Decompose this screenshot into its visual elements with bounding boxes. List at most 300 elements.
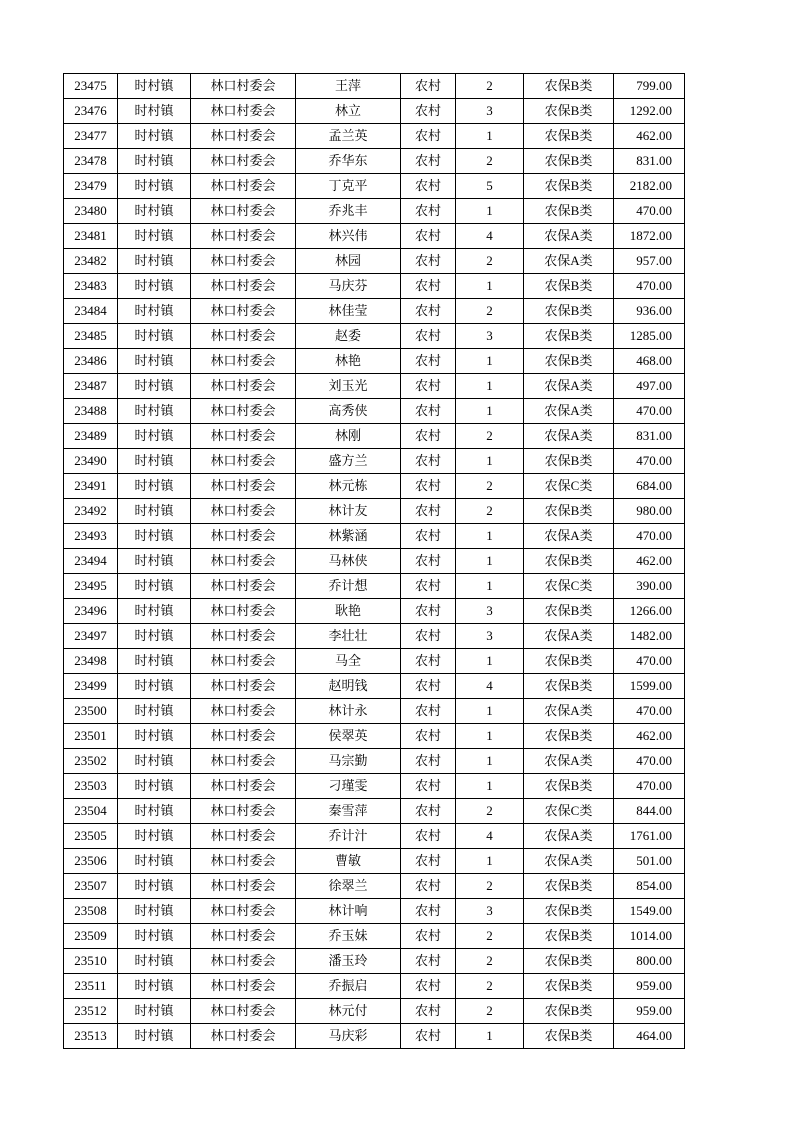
cell-town: 时村镇 [118,574,191,599]
table-row [64,924,685,949]
cell-count: 1 [456,549,524,574]
cell-area-type: 农村 [401,299,456,324]
cell-area-type: 农村 [401,974,456,999]
cell-category: 农保B类 [524,899,614,924]
cell-name: 刘玉光 [296,374,401,399]
cell-village: 林口村委会 [191,249,296,274]
cell-index: 23512 [64,999,118,1024]
cell-index: 23488 [64,399,118,424]
cell-count: 3 [456,599,524,624]
cell-index: 23479 [64,174,118,199]
cell-category: 农保B类 [524,349,614,374]
cell-category: 农保B类 [524,924,614,949]
cell-village: 林口村委会 [191,1024,296,1049]
cell-amount: 1285.00 [614,324,685,349]
cell-town: 时村镇 [118,499,191,524]
table-row [64,849,685,874]
cell-count: 1 [456,699,524,724]
cell-village: 林口村委会 [191,624,296,649]
cell-amount: 1266.00 [614,599,685,624]
cell-count: 1 [456,649,524,674]
cell-village: 林口村委会 [191,924,296,949]
cell-category: 农保B类 [524,724,614,749]
cell-area-type: 农村 [401,649,456,674]
cell-village: 林口村委会 [191,874,296,899]
cell-index: 23510 [64,949,118,974]
table-row [64,299,685,324]
cell-index: 23508 [64,899,118,924]
cell-village: 林口村委会 [191,799,296,824]
cell-name: 林元付 [296,999,401,1024]
cell-amount: 470.00 [614,749,685,774]
cell-village: 林口村委会 [191,199,296,224]
cell-town: 时村镇 [118,199,191,224]
cell-amount: 831.00 [614,424,685,449]
cell-village: 林口村委会 [191,749,296,774]
cell-category: 农保A类 [524,399,614,424]
cell-amount: 2182.00 [614,174,685,199]
cell-count: 3 [456,99,524,124]
cell-category: 农保A类 [524,524,614,549]
cell-town: 时村镇 [118,649,191,674]
cell-count: 1 [456,524,524,549]
cell-name: 徐翠兰 [296,874,401,899]
cell-amount: 462.00 [614,124,685,149]
cell-category: 农保B类 [524,949,614,974]
cell-area-type: 农村 [401,424,456,449]
table-row [64,374,685,399]
cell-amount: 462.00 [614,549,685,574]
cell-area-type: 农村 [401,174,456,199]
table-row [64,999,685,1024]
cell-category: 农保B类 [524,124,614,149]
cell-area-type: 农村 [401,874,456,899]
cell-village: 林口村委会 [191,774,296,799]
cell-name: 刁瑾雯 [296,774,401,799]
cell-count: 1 [456,1024,524,1049]
cell-name: 林兴伟 [296,224,401,249]
cell-amount: 501.00 [614,849,685,874]
cell-town: 时村镇 [118,1024,191,1049]
cell-index: 23487 [64,374,118,399]
cell-category: 农保A类 [524,224,614,249]
cell-village: 林口村委会 [191,74,296,99]
cell-town: 时村镇 [118,949,191,974]
cell-village: 林口村委会 [191,99,296,124]
cell-amount: 1014.00 [614,924,685,949]
cell-amount: 470.00 [614,524,685,549]
cell-count: 2 [456,299,524,324]
cell-category: 农保A类 [524,824,614,849]
cell-count: 1 [456,124,524,149]
cell-category: 农保B类 [524,649,614,674]
cell-count: 2 [456,949,524,974]
cell-amount: 1292.00 [614,99,685,124]
cell-area-type: 农村 [401,1024,456,1049]
cell-area-type: 农村 [401,199,456,224]
cell-index: 23492 [64,499,118,524]
cell-town: 时村镇 [118,974,191,999]
cell-area-type: 农村 [401,549,456,574]
cell-town: 时村镇 [118,149,191,174]
cell-count: 2 [456,249,524,274]
cell-name: 赵明钱 [296,674,401,699]
cell-village: 林口村委会 [191,274,296,299]
cell-village: 林口村委会 [191,149,296,174]
cell-name: 林计永 [296,699,401,724]
cell-name: 潘玉玲 [296,949,401,974]
cell-index: 23494 [64,549,118,574]
records-table [63,73,685,1049]
cell-town: 时村镇 [118,174,191,199]
cell-area-type: 农村 [401,999,456,1024]
cell-index: 23497 [64,624,118,649]
cell-area-type: 农村 [401,924,456,949]
cell-town: 时村镇 [118,549,191,574]
table-row [64,1024,685,1049]
cell-town: 时村镇 [118,224,191,249]
cell-count: 2 [456,974,524,999]
cell-area-type: 农村 [401,949,456,974]
cell-count: 2 [456,74,524,99]
cell-category: 农保B类 [524,199,614,224]
cell-amount: 470.00 [614,449,685,474]
cell-name: 林佳莹 [296,299,401,324]
cell-area-type: 农村 [401,399,456,424]
cell-town: 时村镇 [118,749,191,774]
table-row [64,649,685,674]
cell-name: 乔振启 [296,974,401,999]
cell-count: 1 [456,849,524,874]
cell-index: 23475 [64,74,118,99]
cell-name: 王萍 [296,74,401,99]
cell-category: 农保B类 [524,449,614,474]
cell-count: 4 [456,224,524,249]
cell-amount: 470.00 [614,274,685,299]
cell-amount: 470.00 [614,774,685,799]
cell-area-type: 农村 [401,374,456,399]
cell-index: 23501 [64,724,118,749]
cell-village: 林口村委会 [191,324,296,349]
cell-town: 时村镇 [118,924,191,949]
cell-name: 耿艳 [296,599,401,624]
cell-index: 23502 [64,749,118,774]
table-row [64,524,685,549]
cell-name: 乔计汁 [296,824,401,849]
cell-count: 2 [456,474,524,499]
cell-name: 林园 [296,249,401,274]
cell-name: 孟兰英 [296,124,401,149]
table-row [64,474,685,499]
cell-town: 时村镇 [118,774,191,799]
cell-amount: 854.00 [614,874,685,899]
cell-area-type: 农村 [401,524,456,549]
cell-name: 李壮壮 [296,624,401,649]
cell-index: 23481 [64,224,118,249]
records-table-container [63,73,684,1049]
cell-village: 林口村委会 [191,549,296,574]
cell-town: 时村镇 [118,399,191,424]
cell-category: 农保B类 [524,874,614,899]
table-row [64,599,685,624]
cell-village: 林口村委会 [191,399,296,424]
cell-category: 农保B类 [524,974,614,999]
cell-count: 1 [456,349,524,374]
cell-count: 1 [456,449,524,474]
cell-name: 丁克平 [296,174,401,199]
cell-amount: 464.00 [614,1024,685,1049]
cell-count: 4 [456,674,524,699]
cell-count: 2 [456,924,524,949]
cell-village: 林口村委会 [191,599,296,624]
cell-village: 林口村委会 [191,899,296,924]
cell-index: 23490 [64,449,118,474]
cell-amount: 1482.00 [614,624,685,649]
cell-category: 农保A类 [524,424,614,449]
cell-name: 赵委 [296,324,401,349]
cell-area-type: 农村 [401,149,456,174]
cell-name: 侯翠英 [296,724,401,749]
table-row [64,74,685,99]
cell-area-type: 农村 [401,499,456,524]
cell-area-type: 农村 [401,574,456,599]
cell-area-type: 农村 [401,824,456,849]
cell-count: 4 [456,824,524,849]
cell-category: 农保A类 [524,749,614,774]
cell-amount: 470.00 [614,399,685,424]
cell-name: 林计响 [296,899,401,924]
cell-area-type: 农村 [401,624,456,649]
cell-count: 1 [456,399,524,424]
cell-category: 农保B类 [524,74,614,99]
cell-count: 2 [456,499,524,524]
cell-category: 农保B类 [524,1024,614,1049]
table-row [64,724,685,749]
cell-count: 3 [456,899,524,924]
cell-town: 时村镇 [118,999,191,1024]
cell-town: 时村镇 [118,624,191,649]
table-row [64,874,685,899]
cell-category: 农保C类 [524,474,614,499]
cell-area-type: 农村 [401,449,456,474]
cell-name: 乔计想 [296,574,401,599]
table-row [64,349,685,374]
cell-name: 曹敏 [296,849,401,874]
cell-village: 林口村委会 [191,699,296,724]
table-row [64,199,685,224]
cell-town: 时村镇 [118,349,191,374]
cell-index: 23489 [64,424,118,449]
cell-name: 马宗勤 [296,749,401,774]
table-row [64,974,685,999]
table-body [64,74,685,1049]
cell-area-type: 农村 [401,799,456,824]
cell-index: 23495 [64,574,118,599]
cell-category: 农保B类 [524,149,614,174]
table-row [64,99,685,124]
cell-name: 马庆芬 [296,274,401,299]
cell-town: 时村镇 [118,124,191,149]
cell-index: 23485 [64,324,118,349]
cell-town: 时村镇 [118,824,191,849]
cell-name: 盛方兰 [296,449,401,474]
cell-category: 农保A类 [524,624,614,649]
cell-index: 23484 [64,299,118,324]
cell-village: 林口村委会 [191,974,296,999]
cell-area-type: 农村 [401,849,456,874]
cell-area-type: 农村 [401,899,456,924]
cell-category: 农保B类 [524,549,614,574]
table-row [64,424,685,449]
cell-index: 23509 [64,924,118,949]
cell-village: 林口村委会 [191,424,296,449]
cell-name: 林计友 [296,499,401,524]
cell-village: 林口村委会 [191,649,296,674]
table-row [64,449,685,474]
cell-name: 林立 [296,99,401,124]
cell-category: 农保A类 [524,849,614,874]
cell-area-type: 农村 [401,74,456,99]
cell-town: 时村镇 [118,524,191,549]
cell-name: 乔玉妹 [296,924,401,949]
cell-amount: 980.00 [614,499,685,524]
cell-name: 林刚 [296,424,401,449]
cell-area-type: 农村 [401,699,456,724]
cell-village: 林口村委会 [191,849,296,874]
cell-town: 时村镇 [118,274,191,299]
cell-village: 林口村委会 [191,474,296,499]
cell-index: 23476 [64,99,118,124]
table-row [64,774,685,799]
cell-town: 时村镇 [118,799,191,824]
cell-town: 时村镇 [118,899,191,924]
cell-village: 林口村委会 [191,124,296,149]
cell-amount: 800.00 [614,949,685,974]
cell-category: 农保B类 [524,99,614,124]
cell-count: 2 [456,799,524,824]
cell-town: 时村镇 [118,449,191,474]
cell-name: 马全 [296,649,401,674]
cell-count: 2 [456,149,524,174]
cell-area-type: 农村 [401,349,456,374]
cell-village: 林口村委会 [191,449,296,474]
cell-town: 时村镇 [118,874,191,899]
cell-village: 林口村委会 [191,224,296,249]
cell-village: 林口村委会 [191,574,296,599]
cell-category: 农保A类 [524,374,614,399]
cell-village: 林口村委会 [191,674,296,699]
table-row [64,749,685,774]
cell-count: 1 [456,574,524,599]
cell-category: 农保B类 [524,674,614,699]
cell-count: 1 [456,274,524,299]
cell-village: 林口村委会 [191,299,296,324]
cell-count: 1 [456,374,524,399]
cell-town: 时村镇 [118,324,191,349]
cell-area-type: 农村 [401,599,456,624]
cell-town: 时村镇 [118,299,191,324]
table-row [64,174,685,199]
cell-index: 23477 [64,124,118,149]
cell-amount: 1872.00 [614,224,685,249]
cell-name: 林元栋 [296,474,401,499]
cell-amount: 1599.00 [614,674,685,699]
cell-index: 23505 [64,824,118,849]
cell-name: 乔兆丰 [296,199,401,224]
cell-name: 高秀侠 [296,399,401,424]
table-row [64,624,685,649]
cell-town: 时村镇 [118,474,191,499]
cell-area-type: 农村 [401,324,456,349]
table-row [64,799,685,824]
cell-amount: 470.00 [614,649,685,674]
cell-village: 林口村委会 [191,374,296,399]
cell-category: 农保B类 [524,324,614,349]
cell-amount: 936.00 [614,299,685,324]
cell-count: 5 [456,174,524,199]
cell-amount: 684.00 [614,474,685,499]
table-row [64,274,685,299]
cell-count: 1 [456,724,524,749]
cell-count: 2 [456,999,524,1024]
cell-amount: 844.00 [614,799,685,824]
cell-count: 1 [456,749,524,774]
cell-town: 时村镇 [118,424,191,449]
table-row [64,124,685,149]
cell-area-type: 农村 [401,749,456,774]
cell-name: 乔华东 [296,149,401,174]
cell-index: 23507 [64,874,118,899]
cell-amount: 1549.00 [614,899,685,924]
table-row [64,149,685,174]
cell-category: 农保B类 [524,174,614,199]
table-row [64,324,685,349]
cell-count: 3 [456,324,524,349]
cell-index: 23506 [64,849,118,874]
cell-village: 林口村委会 [191,524,296,549]
cell-count: 1 [456,199,524,224]
cell-index: 23513 [64,1024,118,1049]
cell-amount: 957.00 [614,249,685,274]
cell-village: 林口村委会 [191,724,296,749]
cell-area-type: 农村 [401,124,456,149]
cell-index: 23499 [64,674,118,699]
cell-village: 林口村委会 [191,999,296,1024]
cell-category: 农保B类 [524,499,614,524]
cell-area-type: 农村 [401,724,456,749]
cell-name: 马林侠 [296,549,401,574]
cell-index: 23496 [64,599,118,624]
table-row [64,699,685,724]
table-row [64,949,685,974]
cell-amount: 462.00 [614,724,685,749]
table-row [64,249,685,274]
cell-amount: 497.00 [614,374,685,399]
cell-town: 时村镇 [118,699,191,724]
cell-index: 23504 [64,799,118,824]
cell-name: 秦雪萍 [296,799,401,824]
cell-amount: 1761.00 [614,824,685,849]
cell-amount: 959.00 [614,999,685,1024]
cell-town: 时村镇 [118,724,191,749]
cell-index: 23478 [64,149,118,174]
cell-index: 23482 [64,249,118,274]
cell-amount: 390.00 [614,574,685,599]
cell-count: 1 [456,774,524,799]
table-row [64,399,685,424]
cell-amount: 470.00 [614,199,685,224]
cell-area-type: 农村 [401,249,456,274]
